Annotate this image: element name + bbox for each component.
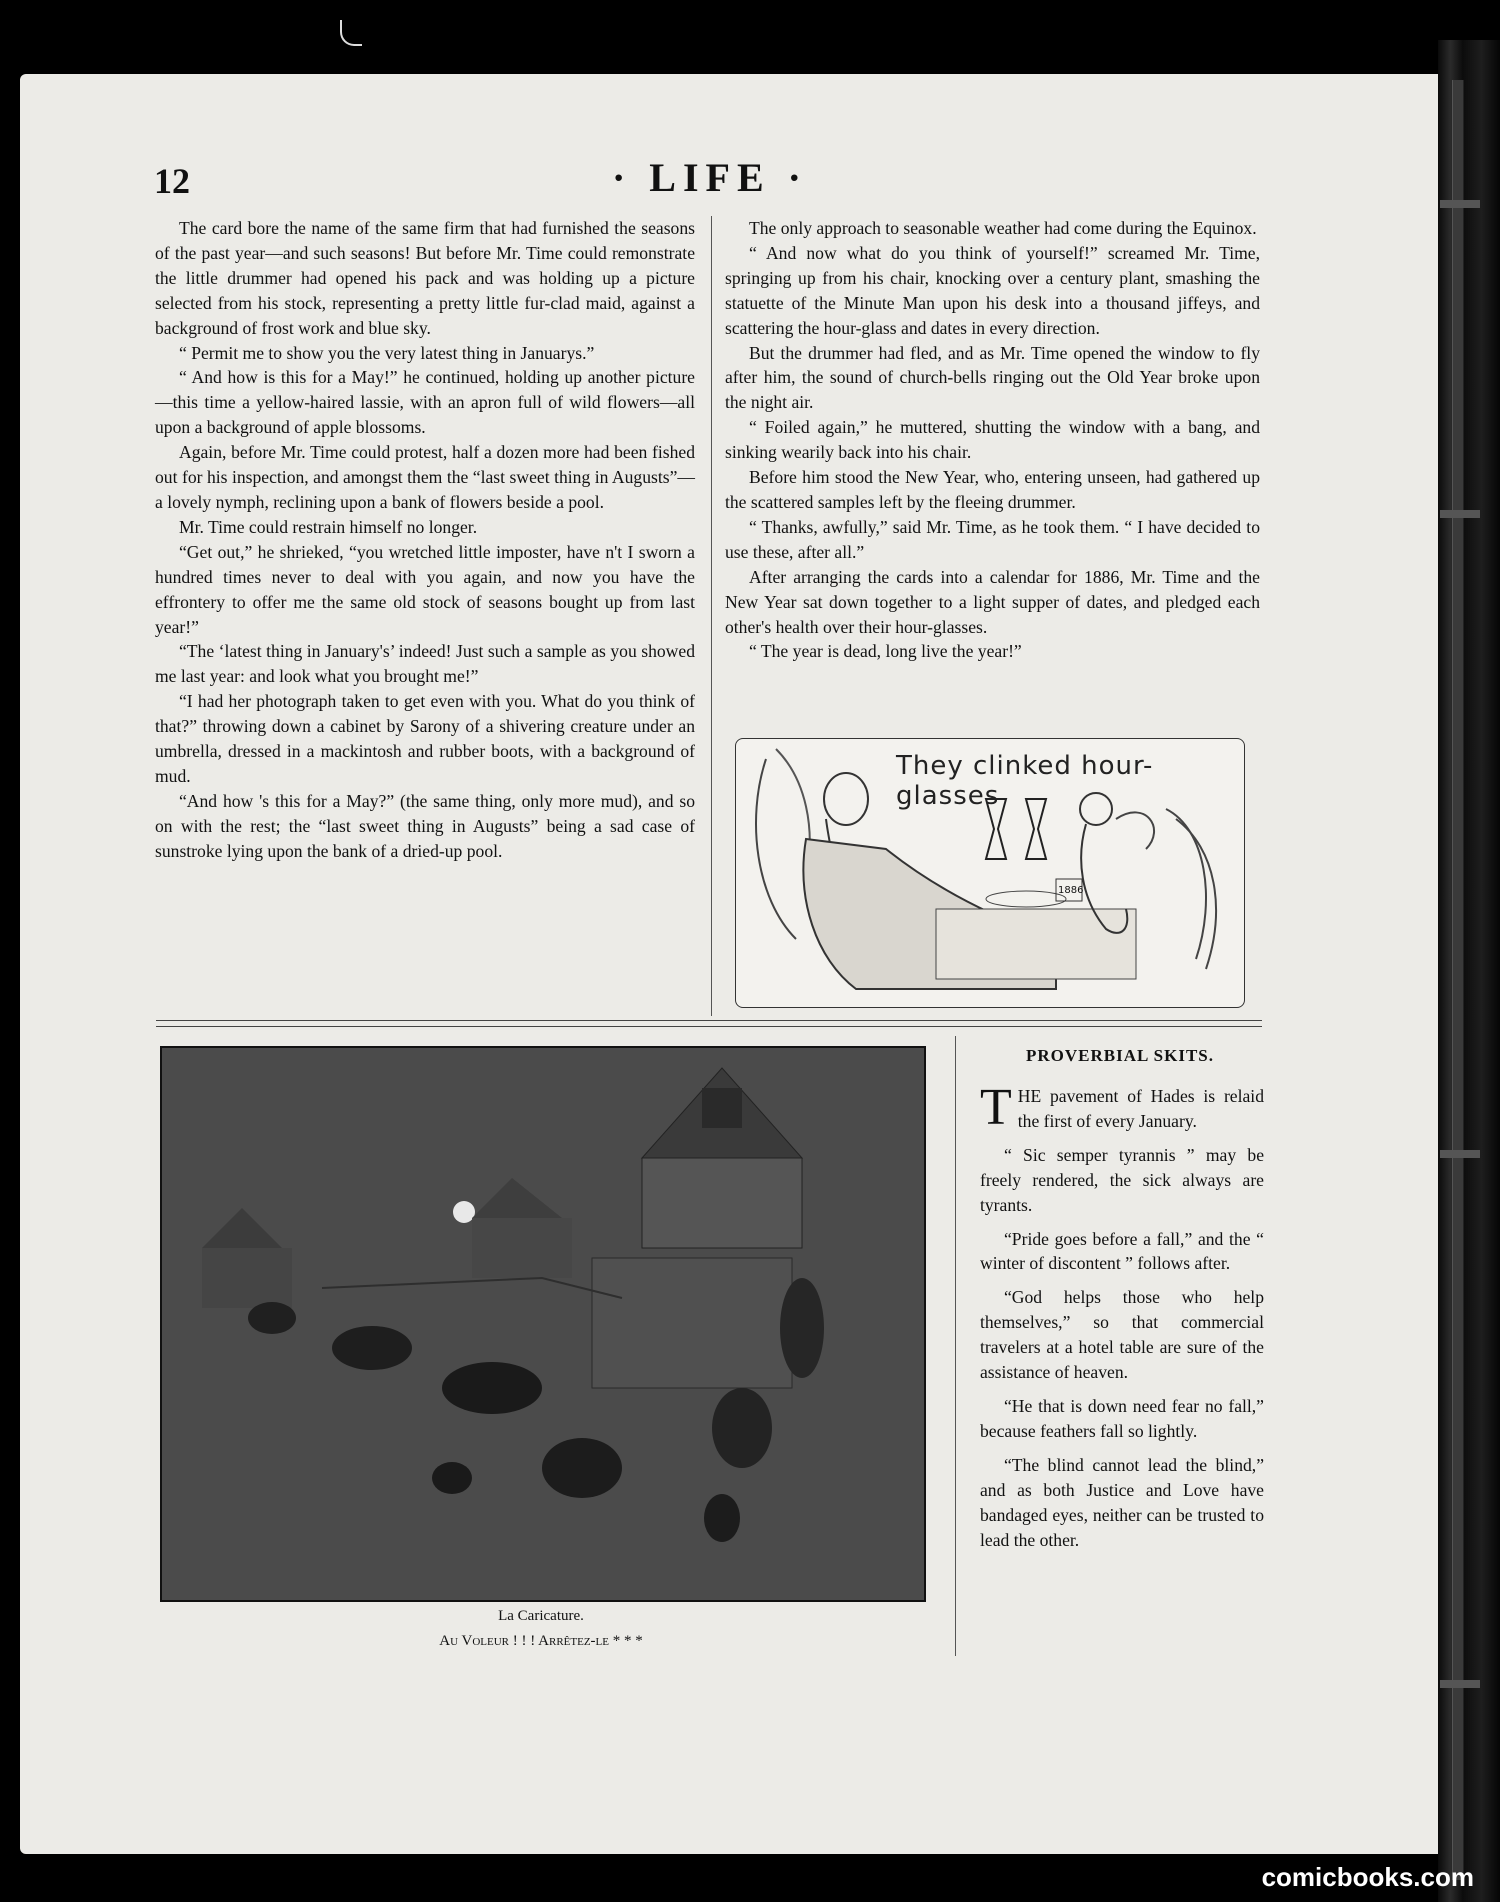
section-heading: PROVERBIAL SKITS. [1026, 1046, 1214, 1065]
paragraph: “ The year is dead, long live the year!” [749, 641, 1022, 662]
column-divider [955, 1036, 956, 1656]
cartoon-drawing [162, 1048, 924, 1600]
proverbial-skits-column [980, 1079, 1264, 1561]
cartoon-title: Au Voleur ! ! ! Arrêtez-le * * * [439, 1633, 643, 1649]
page-number: 12 [154, 161, 190, 201]
binding-stitch [1440, 1150, 1480, 1158]
illustration-year-tag: 1886 [1058, 885, 1084, 896]
scan-corner-mark [340, 20, 362, 46]
paragraph: Mr. Time could restrain himself no longer. [179, 516, 478, 537]
skit-item: “He that is down need fear no fall,” because feathers fall so lightly. [980, 1395, 1264, 1441]
skit-item: “God helps those who help themselves,” so that commercial travelers at a hotel table are sure of the assistance of heaven. [980, 1287, 1264, 1383]
paragraph: Before him stood the New Year, who, entering unseen, had gathered up the scattered samples left by the fleeing drummer. [725, 467, 1260, 512]
skit-item [980, 1079, 1264, 1136]
paragraph: But the drummer had fled, and as Mr. Time opened the window to fly after him, the sound of church-bells ringing out the Old Year broke upon the night air. [725, 342, 1260, 413]
paragraph: The card bore the name of the same firm that had furnished the seasons of the past year—and such seasons! But before Mr. Time could remonstrate the little drummer had opened his pack and was holding up a picture selected from his stock, representing a pretty little fur-clad maid, against a background of frost work and blue sky. [155, 218, 695, 338]
paragraph: “I had her photograph taken to get even with you. What do you think of that?” throwing down a cabinet by Sarony of a shivering creature under an umbrella, dressed in a mackintosh and rubber boots, with a background of mud. [155, 691, 695, 786]
night-scene-cartoon [160, 1046, 926, 1602]
paragraph: “ And how is this for a May!” he continued, holding up another picture—this time a yellow-haired lassie, with an apron full of wild flowers—all upon a background of apple blossoms. [155, 367, 695, 438]
binding-stitch [1440, 200, 1480, 208]
binding-strap [1452, 80, 1464, 1880]
drop-cap: T [980, 1079, 1012, 1136]
paragraph: “ Permit me to show you the very latest thing in Januarys.” [179, 342, 595, 363]
binding-stitch [1440, 510, 1480, 518]
paragraph: “The ‘latest thing in January's’ indeed! Just such a sample as you showed me last year: and look what you brought me!” [155, 641, 695, 687]
paragraph: “And how 's this for a May?” (the same thing, only more mud), and so on with the rest; the “last sweet thing in Augusts” being a sad case of sunstroke lying upon the bank of a dried-up pool. [155, 790, 695, 861]
binding-stitch [1440, 1680, 1480, 1688]
skit-text: HE pavement of Hades is relaid the first of every January. [1017, 1086, 1264, 1131]
cartoon-source: La Caricature. [498, 1608, 584, 1624]
paragraph: Again, before Mr. Time could protest, half a dozen more had been fished out for his inspection, and amongst them the “last sweet thing in Augusts”—a lovely nymph, reclining upon a bank of flowers beside a pool. [155, 442, 695, 512]
section-rule [156, 1026, 1262, 1027]
book-binding [1438, 40, 1500, 1902]
site-watermark: comicbooks.com [1261, 1862, 1474, 1892]
section-rule [156, 1020, 1262, 1021]
column-divider [711, 216, 712, 1016]
paragraph: “Get out,” he shrieked, “you wretched little imposter, have n't I sworn a hundred times never to deal with you again, and now you have the effrontery to offer me the same old stock of seasons bought up from last year!” [155, 541, 695, 637]
paragraph: “ And now what do you think of yourself!” screamed Mr. Time, springing up from his chair, knocking over a century plant, smashing the statuette of the Minute Man upon his desk into a thousand jiffeys, and scattering the hour-glass and dates in every direction. [725, 242, 1260, 338]
paragraph: The only approach to seasonable weather had come during the Equinox. [749, 218, 1257, 238]
skit-item: “ Sic semper tyrannis ” may be freely rendered, the sick always are tyrants. [980, 1144, 1264, 1215]
article-left-column [155, 216, 695, 864]
paragraph: “ Thanks, awfully,” said Mr. Time, as he took them. “ I have decided to use these, after all.” [725, 516, 1260, 562]
paragraph: After arranging the cards into a calendar for 1886, Mr. Time and the New Year sat down together to a light supper of dates, and pledged each other's health over their hour-glasses. [725, 566, 1260, 637]
article-right-column [725, 216, 1260, 664]
masthead-title: · LIFE · [611, 155, 809, 200]
skit-item: “The blind cannot lead the blind,” and as both Justice and Love have bandaged eyes, neither can be trusted to lead the other. [980, 1454, 1264, 1550]
illustration-caption: They clinked hour-glasses [896, 751, 1154, 811]
skit-item: “Pride goes before a fall,” and the “ winter of discontent ” follows after. [980, 1228, 1264, 1274]
hourglass-toast-illustration [735, 738, 1245, 1008]
cartoon-caption [160, 1604, 922, 1654]
paragraph: “ Foiled again,” he muttered, shutting the window with a bang, and sinking wearily back into his chair. [725, 417, 1260, 463]
